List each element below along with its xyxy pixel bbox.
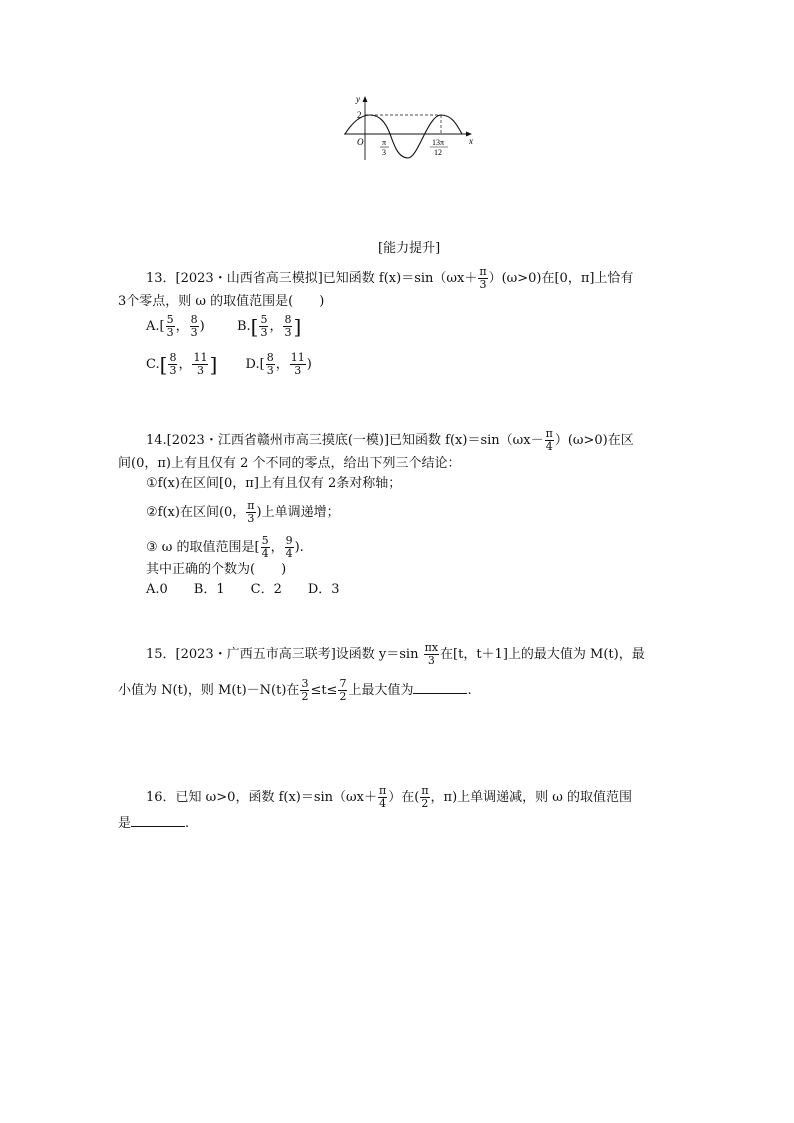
q16-f1: [378, 785, 387, 810]
q15-f2-num: 7: [339, 677, 347, 690]
q13-optD-label: D.[: [245, 357, 265, 372]
q14-fraction: [545, 428, 554, 453]
q15-f1: [300, 678, 309, 703]
q13-options-cd: [146, 352, 312, 377]
q14-text-b: ）(ω>0)在区: [554, 433, 634, 448]
q13-optC-f2-num: 11: [193, 351, 208, 364]
q14-item3-f1-den: 4: [261, 547, 269, 560]
q14-item3: ③ ω 的取值范围是[ $\frac{5}{4}$ ， $\frac{9}{4}$ ).: [146, 534, 304, 560]
q13-optD-f1: [266, 352, 275, 377]
x-tick1-num: π: [382, 138, 387, 147]
q14-line1: [146, 428, 634, 453]
q13-optB-lbracket: [: [250, 314, 259, 339]
q14-item1: ①f(x)在区间[0，π]上有且仅有 2条对称轴；: [146, 476, 402, 491]
q14-item3-f2: [285, 535, 294, 560]
q13-line1: [146, 266, 633, 291]
q13-text-b: ）(ω>0)在[0，π]上恰有: [488, 271, 634, 286]
q15-fraction: [424, 642, 439, 667]
q13-optB-f2-num: 8: [284, 313, 292, 326]
q13-line2: 3个零点，则 ω 的取值范围是( ): [118, 294, 325, 309]
q13-optB-f2-den: 3: [284, 326, 292, 339]
q16-text-a: 16．已知 ω>0，函数 f(x)＝sin（ωx＋: [146, 790, 377, 805]
q15-text-a: 15．[2023・广西五市高三联考]设函数 y＝sin: [146, 647, 423, 662]
q13-optC-lbracket: [: [159, 352, 168, 377]
q16-line2-end: .: [185, 816, 190, 831]
q16-f1-den: 4: [379, 797, 387, 810]
q16-line1: [146, 785, 632, 810]
q13-optB-f1-num: 5: [260, 313, 268, 326]
q13-optA-f2-den: 3: [190, 326, 198, 339]
q15-line2-text-b: 上最大值为: [348, 683, 414, 698]
x-tick2-den: 12: [434, 148, 442, 157]
q16-f1-num: π: [379, 784, 387, 797]
q16-f2-den: 2: [421, 797, 429, 810]
q13-optC-f2: [192, 352, 208, 377]
q13-optD-f1-num: 8: [266, 351, 274, 364]
q14-item2: [146, 500, 340, 525]
q13-optA-f1-num: 5: [166, 313, 174, 326]
q14-frac-den: 4: [545, 440, 553, 453]
q14-item3-text-a: ③ ω 的取值范围是[: [146, 540, 260, 555]
q13-optB-f1: [259, 314, 268, 339]
q13-optA-f2: [190, 314, 199, 339]
q13-optD-f2-den: 3: [290, 364, 306, 377]
y-tick-label: 2: [357, 110, 362, 120]
q16-f2-num: π: [421, 784, 429, 797]
q15-f2-den: 2: [339, 690, 347, 703]
x-tick2-num: 13π: [432, 138, 445, 147]
q14-item2-fraction: [246, 500, 255, 525]
q14-item2-frac-den: 3: [247, 512, 255, 525]
q14-options: A.0 B．1 C．2 D．3: [146, 582, 340, 597]
q14-text-a: 14.[2023・江西省赣州市高三摸底(一模)]已知函数 f(x)＝sin（ωx－: [146, 433, 544, 448]
q13-text-a: 13．[2023・山西省高三模拟]已知函数 f(x)＝sin（ωx＋: [146, 271, 478, 286]
section-title: [能力提升]: [378, 241, 441, 256]
q13-optA: A.[ $\frac{5}{3}$ ， $\frac{8}{3}$ ): [146, 313, 205, 339]
q15-frac-num: πx: [424, 641, 439, 654]
q13-optB-rbracket: ]: [293, 314, 302, 339]
q15-line2-mid: ≤t≤: [310, 683, 338, 698]
q13-optC-f1: [168, 352, 177, 377]
q13-optB-f1-den: 3: [260, 326, 268, 339]
q13-optC-f1-den: 3: [169, 364, 177, 377]
q15-line2: [118, 678, 472, 703]
q16-line2-text: 是: [118, 816, 132, 831]
q13-optD-f1-den: 3: [266, 364, 274, 377]
q14-item3-f1-num: 5: [261, 534, 269, 547]
q16-text-mid: ）在(: [388, 790, 420, 805]
q15-f1-num: 3: [301, 677, 309, 690]
q14-item3-f1: [261, 535, 270, 560]
q13-optB-f2: [283, 314, 292, 339]
q16-line2: [118, 814, 189, 832]
q16-answer-blank[interactable]: [131, 814, 185, 827]
q13-optC-rbracket: ]: [209, 352, 218, 377]
x-axis-label: x: [469, 136, 473, 146]
q15-line1: [146, 642, 645, 667]
q15-f2: [338, 678, 347, 703]
q13-optD-f2-num: 11: [290, 351, 305, 364]
q13-optA-f1-den: 3: [166, 326, 174, 339]
q13-optB: B.[ $\frac{5}{3}$ ， $\frac{8}{3}$ ]: [236, 313, 302, 339]
q16-f2: [420, 785, 429, 810]
q13-frac-den: 3: [479, 278, 487, 291]
q13-optA-close: ): [199, 319, 205, 334]
q13-optC: C.[ $\frac{8}{3}$ ， $\frac{11}{3}$ ]: [146, 351, 218, 377]
q15-f1-den: 2: [301, 690, 309, 703]
q13-optB-label: B.: [236, 319, 251, 334]
q14-item2-text-b: )上单调递增；: [256, 505, 340, 520]
q14-question: 其中正确的个数为( ): [146, 562, 287, 577]
q13-optC-f1-num: 8: [169, 351, 177, 364]
q13-options-ab: [146, 314, 301, 339]
q13-optA-f2-num: 8: [190, 313, 198, 326]
q15-frac-den: 3: [424, 654, 439, 667]
q13-optA-f1: [166, 314, 175, 339]
q15-line2-text-a: 小值为 N(t)，则 M(t)－N(t)在: [118, 683, 300, 698]
q14-item3-text-b: ).: [294, 540, 304, 555]
q14-item2-frac-num: π: [247, 499, 255, 512]
sine-graph-figure: [340, 90, 480, 165]
q13-optD-close: ): [306, 357, 312, 372]
q14-item3-f2-den: 4: [285, 547, 293, 560]
q15-text-b: 在[t，t＋1]上的最大值为 M(t)，最: [440, 647, 645, 662]
q14-item2-text-a: ②f(x)在区间(0，: [146, 505, 246, 520]
q13-optC-f2-den: 3: [192, 364, 208, 377]
q13-optC-label: C.: [146, 357, 160, 372]
x-tick1-den: 3: [382, 148, 386, 157]
origin-label: O: [357, 137, 364, 147]
q13-frac-num: π: [479, 265, 487, 278]
y-axis-label: y: [356, 94, 360, 104]
q16-text-b: ，π)上单调递减，则 ω 的取值范围: [430, 790, 633, 805]
q13-optA-label: A.[: [146, 319, 165, 334]
q13-optD-f2: [290, 352, 306, 377]
q14-item3-f2-num: 9: [285, 534, 293, 547]
q15-answer-blank[interactable]: [413, 681, 467, 694]
y-axis-arrow: [363, 96, 368, 102]
q15-line2-end: .: [467, 683, 472, 698]
q14-line2: 间(0，π)上有且仅有 2 个不同的零点，给出下列三个结论：: [118, 456, 461, 471]
q13-fraction: [478, 266, 487, 291]
q14-frac-num: π: [545, 427, 553, 440]
q13-optD: D.[ $\frac{8}{3}$ ， $\frac{11}{3}$ ): [245, 351, 312, 377]
